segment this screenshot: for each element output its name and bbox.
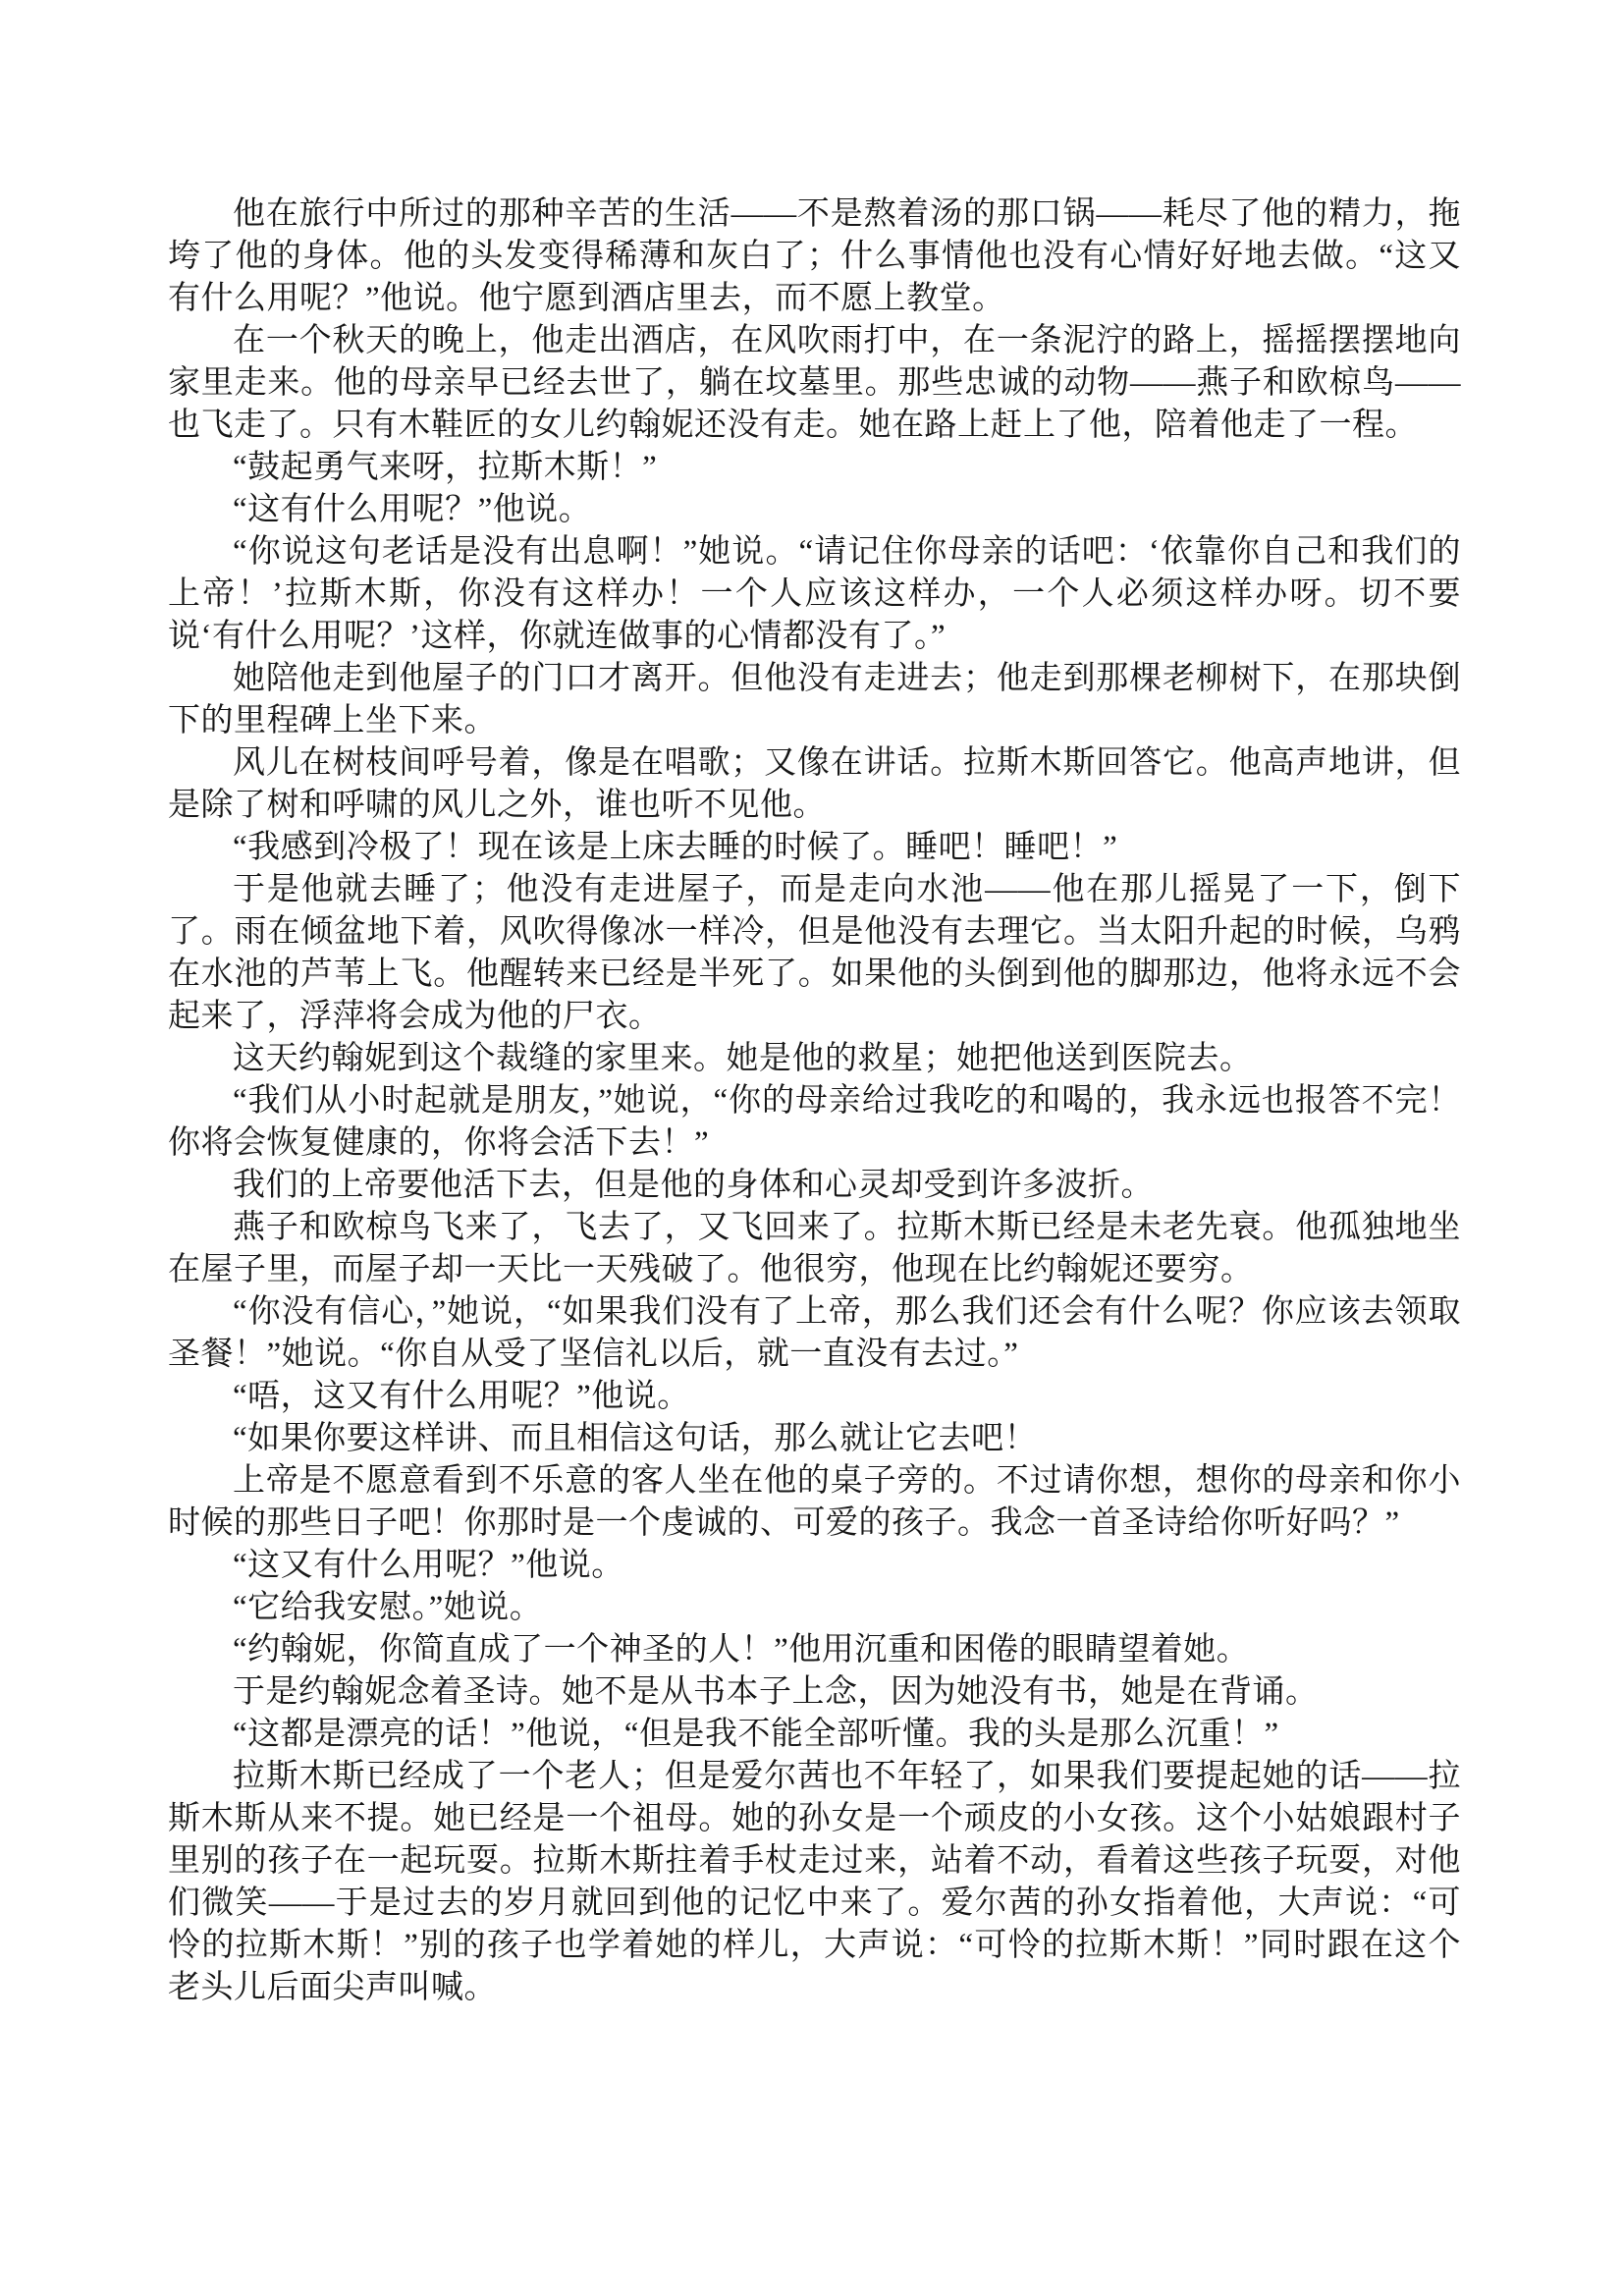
- paragraph: “如果你要这样讲、而且相信这句话，那么就让它去吧！: [233, 1421, 1038, 1456]
- paragraph: 拉斯木斯已经成了一个老人；但是爱尔茜也不年轻了，如果我们要提起她的话——拉斯木斯从来不提。她已经是一个祖母。她的孙女是一个顽皮的小女孩。这个小姑娘跟村子里别的孩子在一起玩耍。拉斯木斯拄着手杖走过来，站着不动，看着这些孩子玩耍，对他们微笑——于是过去的岁月就回到他的记忆中来了。爱尔茜的孙女指着他，大声说：“可怜的拉斯木斯！”别的孩子也学着她的样儿，大声说：“可怜的拉斯木斯！”同时跟在这个老头儿后面尖声叫喊。: [168, 1759, 1461, 2005]
- paragraph: 他在旅行中所过的那种辛苦的生活——不是熬着汤的那口锅——耗尽了他的精力，拖垮了他的身体。他的头发变得稀薄和灰白了；什么事情他也没有心情好好地去做。“这又有什么用呢？”他说。他宁愿到酒店里去，而不愿上教堂。: [168, 196, 1461, 316]
- paragraph: “我们从小时起就是朋友，”她说，“你的母亲给过我吃的和喝的，我永远也报答不完！你将会恢复健康的，你将会活下去！”: [168, 1083, 1461, 1161]
- paragraph: “唔，这又有什么用呢？”他说。: [233, 1379, 690, 1414]
- paragraph: “它给我安慰。”她说。: [233, 1590, 543, 1625]
- paragraph: “这都是漂亮的话！”他说，“但是我不能全部听懂。我的头是那么沉重！”: [233, 1717, 1279, 1752]
- paragraph: “这又有什么用呢？”他说。: [233, 1548, 624, 1583]
- paragraph: “这有什么用呢？”他说。: [233, 492, 592, 527]
- paragraph: 燕子和欧椋鸟飞来了，飞去了，又飞回来了。拉斯木斯已经是未老先衰。他孤独地坐在屋子里，而屋子却一天比一天残破了。他很穷，他现在比约翰妮还要穷。: [168, 1210, 1461, 1287]
- paragraph: “鼓起勇气来呀，拉斯木斯！”: [233, 450, 658, 485]
- paragraph: “我感到冷极了！现在该是上床去睡的时候了。睡吧！睡吧！”: [233, 830, 1118, 865]
- paragraph: 这天约翰妮到这个裁缝的家里来。她是他的救星；她把他送到医院去。: [233, 1041, 1253, 1076]
- paragraph: 她陪他走到他屋子的门口才离开。但他没有走进去；他走到那棵老柳树下，在那块倒下的里程碑上坐下来。: [168, 661, 1461, 738]
- paragraph: “你没有信心，”她说，“如果我们没有了上帝，那么我们还会有什么呢？你应该去领取圣餐！”她说。“你自从受了坚信礼以后，就一直没有去过。”: [168, 1294, 1461, 1372]
- paragraph: 上帝是不愿意看到不乐意的客人坐在他的桌子旁的。不过请你想，想你的母亲和你小时候的那些日子吧！你那时是一个虔诚的、可爱的孩子。我念一首圣诗给你听好吗？”: [168, 1463, 1461, 1541]
- paragraph: “你说这句老话是没有出息啊！”她说。“请记住你母亲的话吧：‘依靠你自己和我们的上帝！’拉斯木斯，你没有这样办！一个人应该这样办，一个人必须这样办呀。切不要说‘有什么用呢？’这样，你就连做事的心情都没有了。”: [168, 534, 1461, 654]
- story-text-block: [168, 193, 1461, 2009]
- paragraph: 于是约翰妮念着圣诗。她不是从书本子上念，因为她没有书，她是在背诵。: [233, 1674, 1319, 1710]
- paragraph: “约翰妮，你简直成了一个神圣的人！”他用沉重和困倦的眼睛望着她。: [233, 1632, 1250, 1667]
- paragraph: 我们的上帝要他活下去，但是他的身体和心灵却受到许多波折。: [233, 1168, 1154, 1203]
- paragraph: 风儿在树枝间呼号着，像是在唱歌；又像在讲话。拉斯木斯回答它。他高声地讲，但是除了树和呼啸的风儿之外，谁也听不见他。: [168, 745, 1461, 823]
- paragraph: 在一个秋天的晚上，他走出酒店，在风吹雨打中，在一条泥泞的路上，摇摇摆摆地向家里走来。他的母亲早已经去世了，躺在坟墓里。那些忠诚的动物——燕子和欧椋鸟——也飞走了。只有木鞋匠的女儿约翰妮还没有走。她在路上赶上了他，陪着他走了一程。: [168, 323, 1461, 443]
- paragraph: 于是他就去睡了；他没有走进屋子，而是走向水池——他在那儿摇晃了一下，倒下了。雨在倾盆地下着，风吹得像冰一样冷，但是他没有去理它。当太阳升起的时候，乌鸦在水池的芦苇上飞。他醒转来已经是半死了。如果他的头倒到他的脚那边，他将永远不会起来了，浮萍将会成为他的尸衣。: [168, 872, 1461, 1034]
